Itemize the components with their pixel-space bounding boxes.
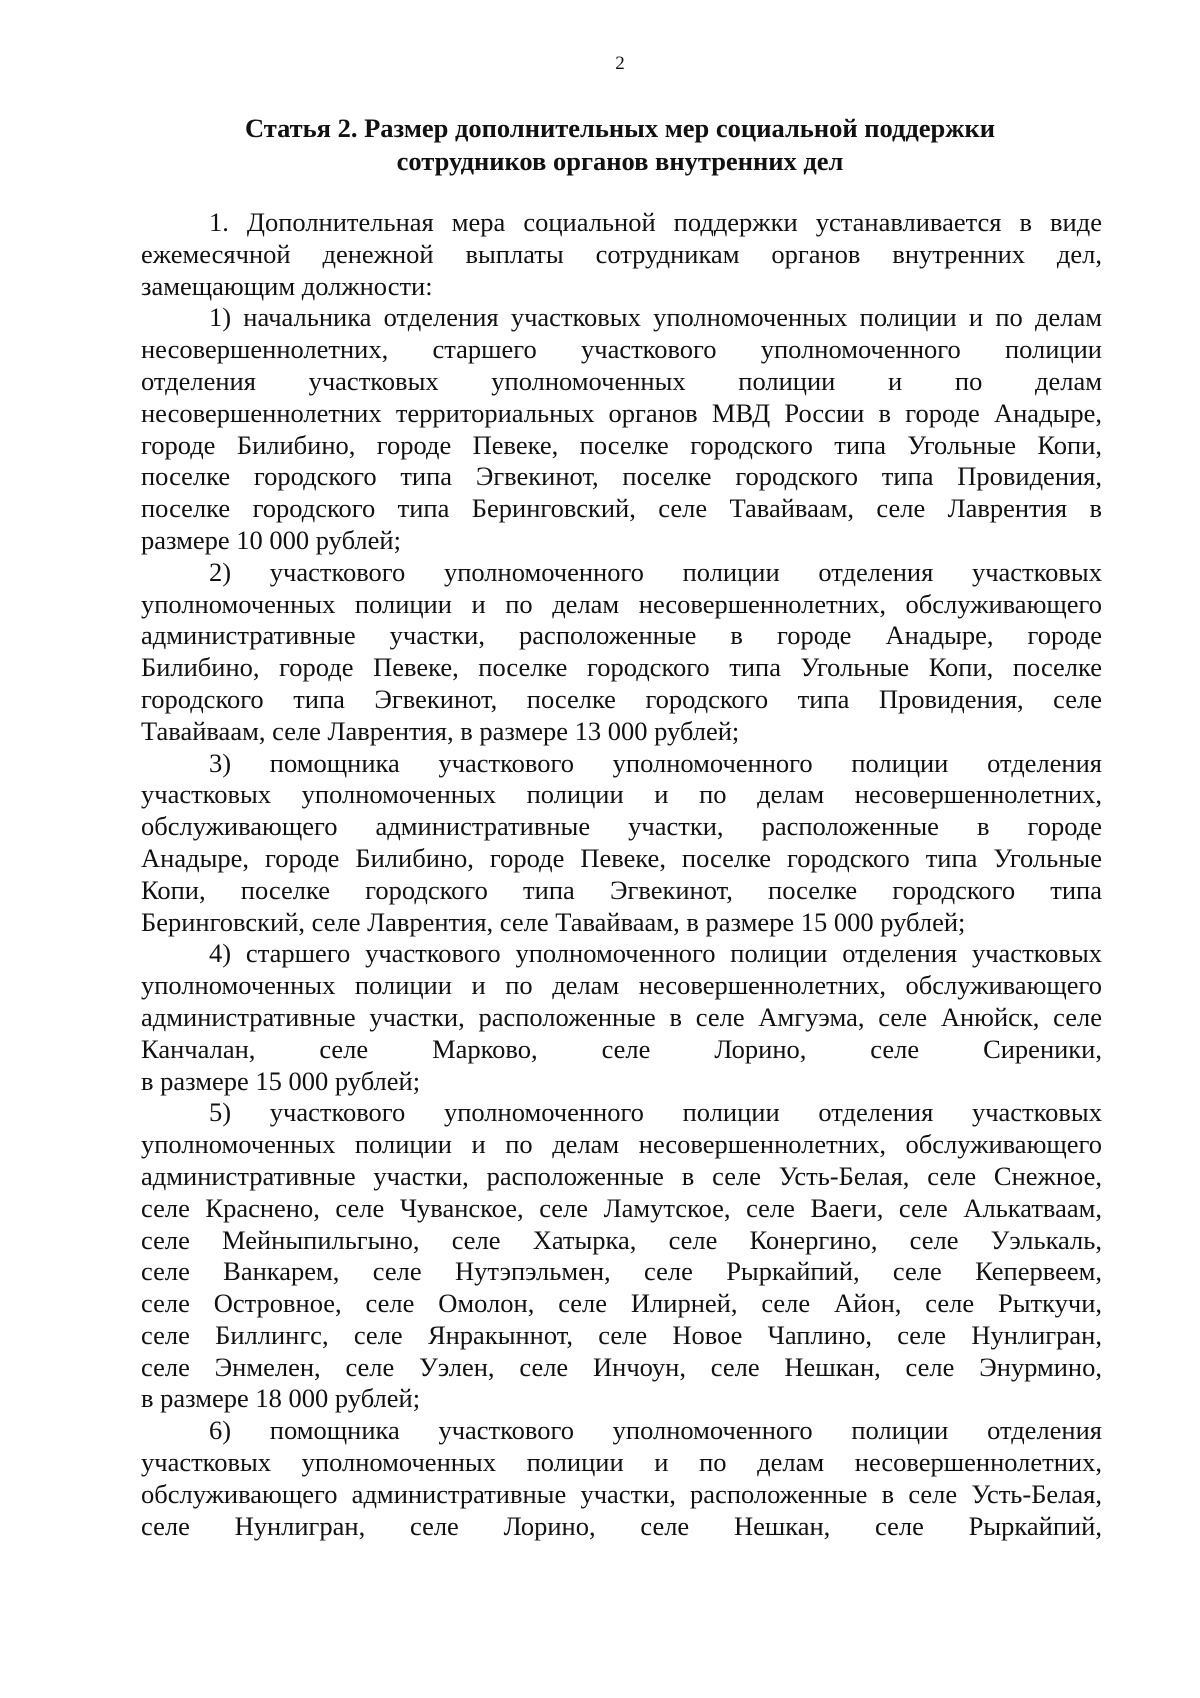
text-line: городе Билибино, городе Певеке, поселке городского типа Угольные Копи, — [141, 429, 1102, 460]
text-line: 2) участкового уполномоченного полиции отделения участковых — [209, 556, 1102, 587]
text-line: селе Энмелен, селе Уэлен, селе Инчоун, селе Нешкан, селе Энурмино, — [141, 1351, 1102, 1382]
text-line: 6) помощника участкового уполномоченного полиции отделения — [209, 1415, 1102, 1446]
text-line: ежемесячной денежной выплаты сотрудникам органов внутренних дел, — [141, 238, 1102, 269]
text-line: селе Мейныпильгыно, селе Хатырка, селе Конергино, селе Уэлькаль, — [141, 1224, 1102, 1255]
text-line: селе Островное, селе Омолон, селе Илирней, селе Айон, селе Рыткучи, — [141, 1288, 1102, 1319]
text-line: замещающим должности: — [141, 270, 433, 301]
text-line: 5) участкового уполномоченного полиции отделения участковых — [209, 1097, 1102, 1128]
text-line: несовершеннолетних территориальных органов МВД России в городе Анадыре, — [141, 397, 1102, 428]
text-line: поселке городского типа Беринговский, селе Тавайваам, селе Лаврентия в — [141, 493, 1102, 524]
text-line: Копи, поселке городского типа Эгвекинот, поселке городского типа — [141, 874, 1102, 905]
text-line: уполномоченных полиции и по делам несовершеннолетних, обслуживающего — [141, 1129, 1102, 1160]
article-heading — [140, 112, 1100, 178]
article-body — [141, 207, 1102, 1542]
page-number: 2 — [615, 53, 625, 74]
text-line: Беринговский, селе Лаврентия, селе Тавайваам, в размере 15 000 рублей; — [141, 906, 966, 937]
article-heading-line-1: Статья 2. Размер дополнительных мер социальной поддержки — [244, 113, 996, 143]
text-line: обслуживающего административные участки, расположенные в городе — [141, 811, 1102, 842]
text-line: административные участки, расположенные в селе Амгуэма, селе Анюйск, селе — [141, 1001, 1102, 1032]
text-line: 3) помощника участкового уполномоченного полиции отделения — [209, 747, 1102, 778]
text-line: поселке городского типа Эгвекинот, поселке городского типа Провидения, — [141, 461, 1102, 492]
text-line: 4) старшего участкового уполномоченного полиции отделения участковых — [209, 938, 1102, 969]
text-line: участковых уполномоченных полиции и по делам несовершеннолетних, — [141, 1447, 1102, 1478]
text-line: административные участки, расположенные в селе Усть-Белая, селе Снежное, — [141, 1160, 1102, 1191]
text-line: обслуживающего административные участки, расположенные в селе Усть-Белая, — [141, 1478, 1102, 1509]
text-line: несовершеннолетних, старшего участкового уполномоченного полиции — [141, 334, 1102, 365]
text-line: уполномоченных полиции и по делам несовершеннолетних, обслуживающего — [141, 588, 1102, 619]
text-line: уполномоченных полиции и по делам несовершеннолетних, обслуживающего — [141, 970, 1102, 1001]
text-line: участковых уполномоченных полиции и по делам несовершеннолетних, — [141, 779, 1102, 810]
text-line: Канчалан, селе Марково, селе Лорино, селе Сиреники, — [141, 1033, 1102, 1064]
text-line: в размере 18 000 рублей; — [141, 1383, 421, 1414]
text-line: 1) начальника отделения участковых уполномоченных полиции и по делам — [209, 302, 1102, 333]
text-line: Билибино, городе Певеке, поселке городского типа Угольные Копи, поселке — [141, 652, 1102, 683]
text-line: селе Биллингс, селе Янракыннот, селе Новое Чаплино, селе Нунлигран, — [141, 1319, 1102, 1350]
text-line: селе Краснено, селе Чуванское, селе Ламутское, селе Ваеги, селе Алькатваам, — [141, 1192, 1102, 1223]
text-line: селе Ванкарем, селе Нутэпэльмен, селе Рыркайпий, селе Кепервеем, — [141, 1256, 1102, 1287]
text-line: в размере 15 000 рублей; — [141, 1065, 421, 1096]
text-line: 1. Дополнительная мера социальной поддержки устанавливается в виде — [209, 207, 1102, 237]
text-line: административные участки, расположенные в городе Анадыре, городе — [141, 620, 1102, 651]
text-line: отделения участковых уполномоченных полиции и по делам — [141, 365, 1102, 396]
text-line: Тавайваам, селе Лаврентия, в размере 13 000 рублей; — [141, 715, 740, 746]
article-heading-line-2: сотрудников органов внутренних дел — [396, 146, 844, 176]
text-line: Анадыре, городе Билибино, городе Певеке, поселке городского типа Угольные — [141, 842, 1102, 873]
text-line: селе Нунлигран, селе Лорино, селе Нешкан, селе Рыркайпий, — [141, 1510, 1102, 1541]
text-line: городского типа Эгвекинот, поселке городского типа Провидения, селе — [141, 683, 1102, 714]
text-line: размере 10 000 рублей; — [141, 524, 401, 555]
